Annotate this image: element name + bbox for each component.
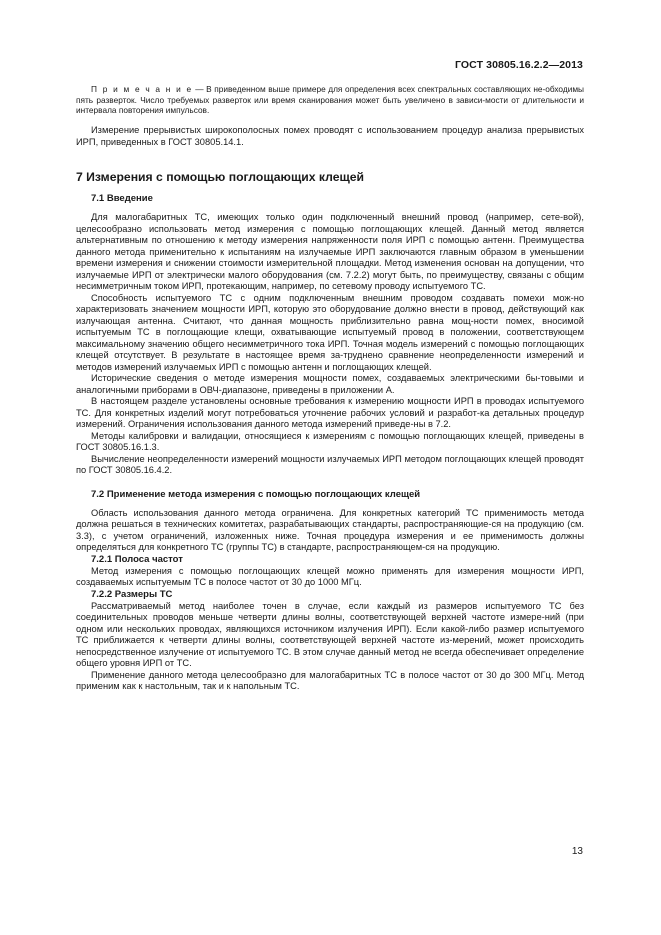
intro-paragraph: Измерение прерывистых широкополосных помех проводят с использованием процедур анализа прерывистых ИРП, приведенных в ГОСТ 30805.14.1. bbox=[76, 125, 584, 147]
s722-paragraph-1: Рассматриваемый метод наиболее точен в случае, если каждый из размеров испытуемого ТС без соединительных проводов меньше четверти длины волны, соответствующей верхней частоте измере-ний (при одном или нескольких проводах, являющихся источником излучения ИРП). Если какой-либо размер испытуемого ТС приближается к четверти длины волны, соответствующей верхней частоте из-мерений, может происходить непосредственное излучение от испытуемого ТС. В этом случае данный метод не всегда обеспечивает определение общего уровня ИРП от ТС. bbox=[76, 600, 584, 669]
note-label: П р и м е ч а н и е bbox=[91, 84, 193, 94]
s721-paragraph: Метод измерения с помощью поглощающих клещей можно применять для измерения мощности ИРП, создаваемых испытуемым ТС в полосе частот от 30 до 1000 МГц. bbox=[76, 565, 584, 588]
page-content bbox=[76, 80, 584, 693]
section-7-title: 7 Измерения с помощью поглощающих клещей bbox=[76, 170, 365, 185]
s71-paragraph-4: В настоящем разделе установлены основные требования к измерению мощности ИРП в проводах испытуемого ТС. Для конкретных изделий могут потребоваться уточнение рабочих условий и разработ-ка детальных процедур измерений. Ограничения использования данного метода измерений приведе-ны в 7.2. bbox=[76, 396, 584, 430]
document-header: ГОСТ 30805.16.2.2—2013 bbox=[455, 59, 583, 71]
page-number: 13 bbox=[571, 846, 583, 857]
s71-paragraph-1: Для малогабаритных ТС, имеющих только один подключенный внешний провод (например, сете-вой), целесообразно использовать метод измерения с помощью поглощающих клещей. Данный метод является альтернативным по отношению к методу измерения напряженности поля ИРП с помощью антенн. Преимущества данного метода применительно к испытаниям на излучаемые ИРП заключаются главным образом в уменьшении времени измерения и снижении стоимости измерительной площадки. Метод изменения основан на допущении, что излучаемые ИРП от электрически малого оборудования (см. 7.2.2) могут быть, по преимуществу, связаны с общим несимметричным током ИРП, протекающим, например, по сетевому проводу испытуемого ТС. bbox=[76, 212, 584, 292]
note-text: — В приведенном выше примере для определения всех спектральных составляющих не-обходимы пять разверток. Число требуемых разверток или время сканирования может быть увеличено в зависи-мости от длительности и интервала повторения импульсов. bbox=[76, 84, 585, 116]
s71-paragraph-3: Исторические сведения о методе измерения мощности помех, создаваемых электрическими бы-товыми и аналогичными приборами в ОВЧ-диапазоне, приведены в приложении А. bbox=[76, 373, 584, 395]
section-7-2-1-title: 7.2.1 Полоса частот bbox=[91, 553, 183, 565]
note-paragraph bbox=[76, 84, 584, 116]
section-7-2-title: 7.2 Применение метода измерения с помощью поглощающих клещей bbox=[91, 488, 421, 500]
s722-paragraph-2: Применение данного метода целесообразно для малогабаритных ТС в полосе частот от 30 до 300 МГц. Метод применим как к настольным, так и к напольным ТС. bbox=[76, 669, 584, 692]
section-7-1-title: 7.1 Введение bbox=[91, 193, 153, 205]
s71-paragraph-2: Способность испытуемого ТС с одним подключенным внешним проводом создавать помехи мож-но характеризовать значением мощности ИРП, которую это оборудование должно внести в провод, действующий как излучающая антенна. Считают, что данная мощность приблизительно равна мощ-ности помех, вносимой испытуемым ТС в поглощающие клещи, охватывающие испытуемый провод в положении, соответствующем максимальному значению общего несимметричного тока ИРП. Точная модель измерений с помощью поглощающих клещей отсутствует. В результате в настоящее время за-труднено сравнение неопределенности измерений и методов измерений излучаемых ИРП с помощью антенн и поглощающих клещей. bbox=[76, 292, 584, 372]
section-7-2-2-title: 7.2.2 Размеры ТС bbox=[91, 588, 173, 600]
s71-paragraph-5: Методы калибровки и валидации, относящиеся к измерениям с помощью поглощающих клещей, приведены в ГОСТ 30805.16.1.3. bbox=[76, 430, 584, 453]
s72-paragraph: Область использования данного метода ограничена. Для конкретных категорий ТС применимость метода должна решаться в технических комитетах, разрабатывающих стандарты, распространяющие-ся на продукцию (см. 3.3), с учетом ограничений, изложенных ниже. Точная процедура измерения и ее применимость должны определяться для конкретного ТС (группы ТС) в стандарте, распространяющем-ся на продукцию. bbox=[76, 507, 584, 553]
s71-paragraph-6: Вычисление неопределенности измерений мощности излучаемых ИРП методом поглощающих клещей проводят по ГОСТ 30805.16.4.2. bbox=[76, 453, 584, 476]
